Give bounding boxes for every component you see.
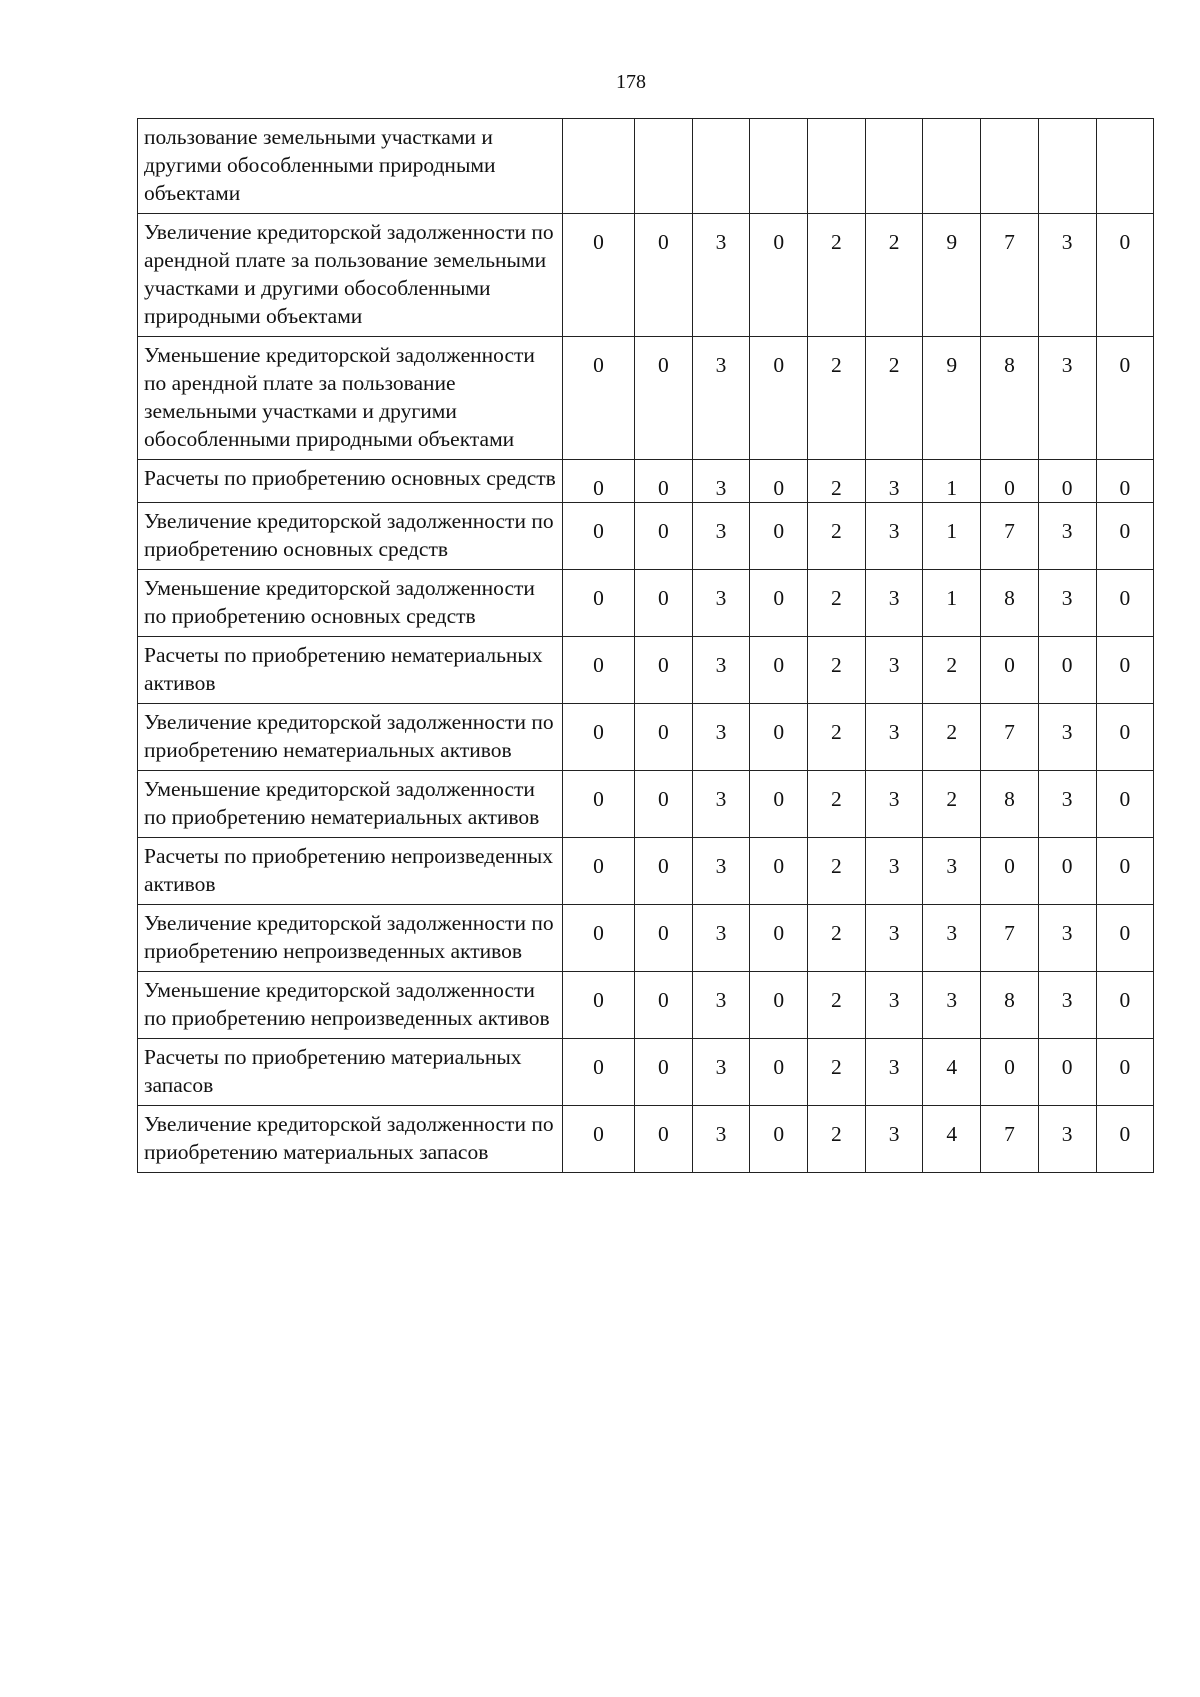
code-digit-cell: 0: [1096, 460, 1154, 503]
code-digit-cell: 3: [692, 337, 750, 460]
code-digit-cell: [563, 119, 635, 214]
code-digit-cell: 0: [981, 637, 1039, 704]
code-digit-cell: 0: [750, 905, 808, 972]
code-digit-cell: 3: [865, 771, 923, 838]
code-digit-cell: 2: [923, 771, 981, 838]
row-description: Расчеты по приобретению основных средств: [138, 460, 563, 503]
code-digit-cell: 0: [750, 972, 808, 1039]
code-digit-cell: 3: [692, 1039, 750, 1106]
code-digit-cell: 0: [635, 972, 693, 1039]
code-digit-cell: 3: [692, 1106, 750, 1173]
code-digit-cell: 0: [750, 460, 808, 503]
code-digit-cell: 0: [635, 905, 693, 972]
code-digit-cell: 0: [1096, 503, 1154, 570]
code-digit-cell: 3: [1038, 972, 1096, 1039]
row-description: Уменьшение кредиторской задолженности по приобретению нематериальных активов: [138, 771, 563, 838]
code-digit-cell: 0: [1038, 637, 1096, 704]
row-description: Увеличение кредиторской задолженности по приобретению непроизведенных активов: [138, 905, 563, 972]
table-row: [138, 838, 1154, 905]
code-digit-cell: 0: [635, 570, 693, 637]
code-digit-cell: 0: [1096, 637, 1154, 704]
code-digit-cell: 8: [981, 337, 1039, 460]
table-row: [138, 1039, 1154, 1106]
code-digit-cell: 3: [865, 1106, 923, 1173]
code-digit-cell: 3: [923, 838, 981, 905]
code-digit-cell: 0: [750, 570, 808, 637]
code-digit-cell: 2: [808, 972, 866, 1039]
code-digit-cell: 2: [808, 637, 866, 704]
code-digit-cell: 4: [923, 1039, 981, 1106]
table-row: [138, 337, 1154, 460]
code-digit-cell: 0: [1038, 1039, 1096, 1106]
code-digit-cell: 2: [808, 460, 866, 503]
code-digit-cell: 0: [635, 1106, 693, 1173]
code-digit-cell: 2: [923, 704, 981, 771]
code-digit-cell: 0: [563, 503, 635, 570]
code-digit-cell: 0: [981, 838, 1039, 905]
code-digit-cell: [1096, 119, 1154, 214]
code-digit-cell: 0: [563, 337, 635, 460]
code-digit-cell: 0: [563, 460, 635, 503]
table-body: [138, 119, 1154, 1173]
code-digit-cell: 0: [981, 1039, 1039, 1106]
code-digit-cell: 0: [635, 460, 693, 503]
code-digit-cell: 3: [692, 704, 750, 771]
code-digit-cell: 7: [981, 214, 1039, 337]
code-digit-cell: 3: [1038, 771, 1096, 838]
code-digit-cell: 7: [981, 704, 1039, 771]
code-digit-cell: 3: [865, 570, 923, 637]
code-digit-cell: 2: [808, 503, 866, 570]
code-digit-cell: 0: [635, 503, 693, 570]
code-digit-cell: 2: [923, 637, 981, 704]
code-digit-cell: 3: [923, 905, 981, 972]
code-digit-cell: 0: [563, 1039, 635, 1106]
code-digit-cell: 3: [692, 214, 750, 337]
code-digit-cell: 9: [923, 337, 981, 460]
code-digit-cell: 0: [1038, 460, 1096, 503]
code-digit-cell: 0: [635, 337, 693, 460]
code-digit-cell: 0: [635, 1039, 693, 1106]
page-number: 178: [616, 71, 646, 93]
code-digit-cell: 7: [981, 905, 1039, 972]
code-digit-cell: 3: [1038, 905, 1096, 972]
table-row: [138, 570, 1154, 637]
code-digit-cell: 3: [1038, 503, 1096, 570]
table-row: [138, 771, 1154, 838]
code-digit-cell: 0: [635, 214, 693, 337]
code-digit-cell: 0: [563, 570, 635, 637]
code-digit-cell: [1038, 119, 1096, 214]
code-digit-cell: 0: [563, 1106, 635, 1173]
row-description: Уменьшение кредиторской задолженности по приобретению непроизведенных активов: [138, 972, 563, 1039]
code-digit-cell: [923, 119, 981, 214]
code-digit-cell: 3: [865, 503, 923, 570]
code-digit-cell: 7: [981, 503, 1039, 570]
code-digit-cell: 0: [1096, 771, 1154, 838]
code-digit-cell: 0: [563, 838, 635, 905]
code-digit-cell: 2: [808, 337, 866, 460]
code-digit-cell: 0: [750, 337, 808, 460]
code-digit-cell: 3: [1038, 570, 1096, 637]
code-digit-cell: 0: [1096, 570, 1154, 637]
code-digit-cell: 3: [692, 503, 750, 570]
code-digit-cell: 4: [923, 1106, 981, 1173]
code-digit-cell: 3: [1038, 214, 1096, 337]
code-digit-cell: 2: [808, 570, 866, 637]
account-codes-table: [137, 118, 1154, 1173]
code-digit-cell: 1: [923, 460, 981, 503]
table-row: [138, 637, 1154, 704]
code-digit-cell: 0: [1096, 1039, 1154, 1106]
code-digit-cell: 3: [692, 771, 750, 838]
code-digit-cell: 3: [865, 838, 923, 905]
code-digit-cell: 0: [563, 214, 635, 337]
code-digit-cell: 0: [635, 771, 693, 838]
row-description: пользование земельными участками и другими обособленными природными объектами: [138, 119, 563, 214]
code-digit-cell: 8: [981, 972, 1039, 1039]
code-digit-cell: 0: [1096, 337, 1154, 460]
code-digit-cell: 3: [923, 972, 981, 1039]
row-description: Уменьшение кредиторской задолженности по арендной плате за пользование земельными участками и другими обособленными природными объектами: [138, 337, 563, 460]
table-row: [138, 214, 1154, 337]
code-digit-cell: 0: [1096, 972, 1154, 1039]
table-row: [138, 119, 1154, 214]
code-digit-cell: 2: [808, 704, 866, 771]
code-digit-cell: 8: [981, 570, 1039, 637]
row-description: Увеличение кредиторской задолженности по приобретению нематериальных активов: [138, 704, 563, 771]
code-digit-cell: 0: [750, 637, 808, 704]
code-digit-cell: [865, 119, 923, 214]
code-digit-cell: 2: [808, 838, 866, 905]
code-digit-cell: 0: [563, 704, 635, 771]
row-description: Расчеты по приобретению нематериальных активов: [138, 637, 563, 704]
code-digit-cell: 0: [750, 771, 808, 838]
code-digit-cell: 2: [808, 214, 866, 337]
table-row: [138, 905, 1154, 972]
code-digit-cell: 3: [865, 704, 923, 771]
code-digit-cell: 0: [1096, 704, 1154, 771]
code-digit-cell: 0: [1096, 905, 1154, 972]
code-digit-cell: 3: [865, 637, 923, 704]
code-digit-cell: 9: [923, 214, 981, 337]
row-description: Увеличение кредиторской задолженности по приобретению материальных запасов: [138, 1106, 563, 1173]
code-digit-cell: [692, 119, 750, 214]
code-digit-cell: 0: [563, 771, 635, 838]
code-digit-cell: [808, 119, 866, 214]
code-digit-cell: 7: [981, 1106, 1039, 1173]
code-digit-cell: 0: [635, 838, 693, 905]
code-digit-cell: 0: [981, 460, 1039, 503]
row-description: Расчеты по приобретению непроизведенных активов: [138, 838, 563, 905]
code-digit-cell: 0: [750, 503, 808, 570]
row-description: Увеличение кредиторской задолженности по приобретению основных средств: [138, 503, 563, 570]
code-digit-cell: 0: [750, 214, 808, 337]
code-digit-cell: 0: [563, 972, 635, 1039]
code-digit-cell: 0: [1096, 1106, 1154, 1173]
code-digit-cell: 0: [750, 1106, 808, 1173]
code-digit-cell: 2: [865, 214, 923, 337]
row-description: Расчеты по приобретению материальных запасов: [138, 1039, 563, 1106]
code-digit-cell: 2: [808, 905, 866, 972]
code-digit-cell: 2: [808, 771, 866, 838]
code-digit-cell: [981, 119, 1039, 214]
code-digit-cell: 0: [635, 637, 693, 704]
code-digit-cell: 3: [1038, 337, 1096, 460]
table-row: [138, 972, 1154, 1039]
code-digit-cell: 3: [692, 637, 750, 704]
table-row: [138, 460, 1154, 503]
code-digit-cell: 0: [1096, 838, 1154, 905]
row-description: Увеличение кредиторской задолженности по арендной плате за пользование земельными участками и другими обособленными природными объектами: [138, 214, 563, 337]
code-digit-cell: 3: [692, 905, 750, 972]
code-digit-cell: 0: [563, 637, 635, 704]
code-digit-cell: 0: [1038, 838, 1096, 905]
code-digit-cell: 3: [1038, 704, 1096, 771]
code-digit-cell: 0: [750, 838, 808, 905]
code-digit-cell: 0: [563, 905, 635, 972]
code-digit-cell: 1: [923, 570, 981, 637]
code-digit-cell: [635, 119, 693, 214]
code-digit-cell: 8: [981, 771, 1039, 838]
code-digit-cell: 1: [923, 503, 981, 570]
table-row: [138, 503, 1154, 570]
code-digit-cell: 3: [865, 905, 923, 972]
code-digit-cell: 3: [692, 838, 750, 905]
code-digit-cell: 3: [692, 460, 750, 503]
code-digit-cell: 3: [865, 972, 923, 1039]
code-digit-cell: 0: [635, 704, 693, 771]
code-digit-cell: 0: [750, 704, 808, 771]
code-digit-cell: 0: [750, 1039, 808, 1106]
code-digit-cell: 3: [1038, 1106, 1096, 1173]
code-digit-cell: [750, 119, 808, 214]
code-digit-cell: 0: [1096, 214, 1154, 337]
table-row: [138, 704, 1154, 771]
code-digit-cell: 3: [865, 460, 923, 503]
code-digit-cell: 3: [865, 1039, 923, 1106]
code-digit-cell: 2: [808, 1106, 866, 1173]
code-digit-cell: 2: [808, 1039, 866, 1106]
table-row: [138, 1106, 1154, 1173]
row-description: Уменьшение кредиторской задолженности по приобретению основных средств: [138, 570, 563, 637]
code-digit-cell: 2: [865, 337, 923, 460]
code-digit-cell: 3: [692, 570, 750, 637]
code-digit-cell: 3: [692, 972, 750, 1039]
